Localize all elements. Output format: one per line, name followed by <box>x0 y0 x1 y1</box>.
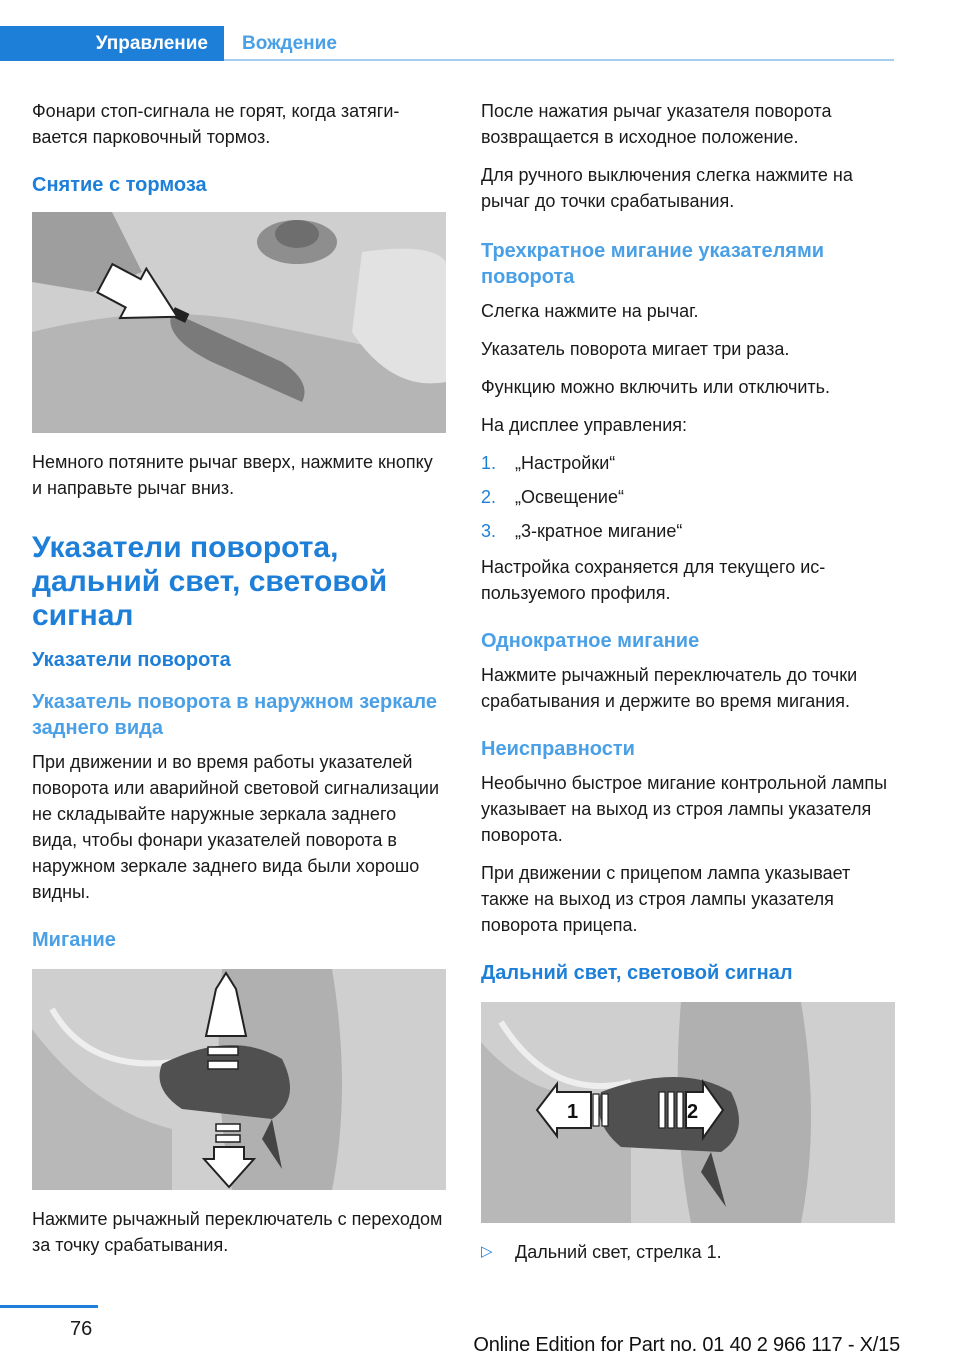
figure-parking-brake <box>32 212 446 433</box>
header-underline <box>224 59 894 61</box>
list-item: 2. „Освещение“ <box>481 487 624 507</box>
right-column <box>481 98 895 1265</box>
chapter-title: Указатели поворота, дальний свет, световой сигнал <box>32 531 388 632</box>
list-item: 3. „3-кратное мигание“ <box>481 521 683 541</box>
steps-list <box>481 450 895 544</box>
section-heading-release: Снятие с тормоза <box>32 174 207 196</box>
list-item: 1. „Настройки“ <box>481 453 616 473</box>
triangle-bullet-icon: ▷ <box>481 1243 493 1260</box>
paragraph: Слегка нажмите на рычаг. <box>481 301 699 321</box>
paragraph: Функцию можно включить или отключить. <box>481 377 831 397</box>
section-heading-turn-signals: Указатели поворота <box>32 649 231 671</box>
subsection-heading-blinking: Мигание <box>32 929 116 951</box>
figure-turn-lever <box>32 969 446 1190</box>
tab-driving[interactable]: Вождение <box>242 32 337 54</box>
subsection-heading-faults: Неисправности <box>481 738 635 760</box>
arrow-label-2: 2 <box>687 1101 699 1123</box>
footer-rule <box>0 1305 98 1308</box>
figure-high-beam-lever <box>481 1002 895 1223</box>
paragraph: На дисплее управления: <box>481 415 688 435</box>
paragraph: При движении с прицепом лампа указывает также на выход из строя лампы указателя поворота прицепа. <box>481 863 851 935</box>
paragraph: Указатель поворота мигает три раза. <box>481 339 790 359</box>
subsection-heading-single-blink: Однократное мигание <box>481 630 700 652</box>
paragraph: Необычно быстрое мигание контрольной лампы указывает на выход из строя лампы указателя поворота. <box>481 773 888 845</box>
figure-caption: Немного потяните рычаг вверх, нажмите кнопку и направьте рычаг вниз. <box>32 452 433 498</box>
paragraph: После нажатия рычаг указателя поворота возвращается в исходное положение. <box>481 101 832 147</box>
section-heading-high-beam: Дальний свет, световой сигнал <box>481 962 793 984</box>
subsection-heading-mirror: Указатель поворота в наружном зеркале заднего вида <box>32 691 437 739</box>
paragraph: Настройка сохраняется для текущего используемого профиля. <box>481 557 826 603</box>
tab-controls[interactable]: Управление <box>0 26 224 61</box>
page-number: 76 <box>70 1318 93 1340</box>
subsection-heading-triple-blink: Трехкратное мигание указателями поворота <box>481 240 825 288</box>
left-column <box>32 98 446 1270</box>
paragraph: При движении и во время работы указателей поворота или аварийной световой сигнализации не складывайте наружные зеркала заднего вида, чтобы фонари указателей поворота в наружном зеркале заднего вида были хорошо видны. <box>32 752 439 902</box>
paragraph: Фонари стоп-сигнала не горят, когда затягивается парковочный тормоз. <box>32 101 400 147</box>
figure-caption: Нажмите рычажный переключатель с переходом за точку срабатывания. <box>32 1209 443 1255</box>
arrow-label-1: 1 <box>567 1101 579 1123</box>
paragraph: Нажмите рычажный переключатель до точки срабатывания и держите во время мигания. <box>481 665 858 711</box>
online-edition-note: Online Edition for Part no. 01 40 2 966 117 - X/15 <box>473 1334 900 1356</box>
paragraph: Для ручного выключения слегка нажмите на рычаг до точки срабатывания. <box>481 165 853 211</box>
bullet-item: ▷ Дальний свет, стрелка 1. <box>481 1239 895 1265</box>
